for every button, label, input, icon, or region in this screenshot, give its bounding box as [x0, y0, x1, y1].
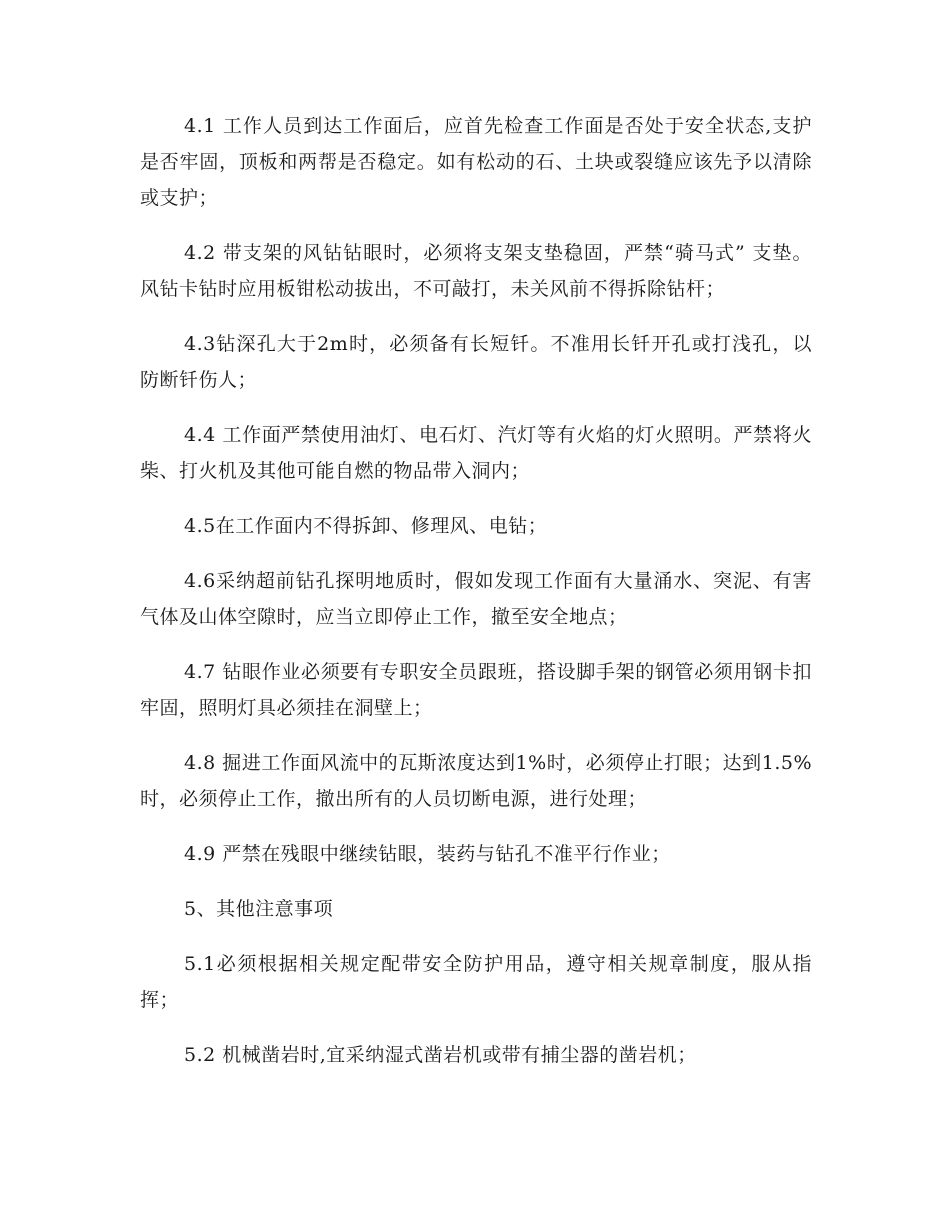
paragraph-5-2: 5.2 机械凿岩时,宜采纳湿式凿岩机或带有捕尘器的凿岩机；	[184, 1044, 697, 1066]
paragraph-4-6: 4.6采纳超前钻孔探明地质时，假如发现工作面有大量涌水、突泥、有害气体及山体空隙时，应当立即停止工作，撤至安全地点；	[140, 570, 812, 628]
document-body	[140, 108, 812, 1092]
section-heading-5: 5、其他注意事项	[184, 898, 334, 920]
paragraph-5-1: 5.1必须根据相关规定配带安全防护用品，遵守相关规章制度，服从指挥；	[140, 953, 812, 1011]
paragraph-4-7: 4.7 钻眼作业必须要有专职安全员跟班，搭设脚手架的钢管必须用钢卡扣牢固，照明灯具必须挂在洞壁上；	[140, 661, 812, 719]
paragraph-4-9: 4.9 严禁在残眼中继续钻眼，装药与钻孔不准平行作业；	[184, 843, 671, 865]
paragraph-4-1: 4.1 工作人员到达工作面后，应首先检查工作面是否处于安全状态,支护是否牢固，顶板和两帮是否稳定。如有松动的石、土块或裂缝应该先予以清除或支护；	[140, 115, 812, 209]
paragraph-4-3: 4.3钻深孔大于2m时，必须备有长短钎。不准用长钎开孔或打浅孔，以防断钎伤人；	[140, 333, 812, 391]
paragraph-4-2: 4.2 带支架的风钻钻眼时，必须将支架支垫稳固，严禁“骑马式” 支垫。风钻卡钻时应用板钳松动拔出，不可敲打，未关风前不得拆除钻杆；	[140, 242, 812, 300]
paragraph-4-8: 4.8 掘进工作面风流中的瓦斯浓度达到1%时，必须停止打眼；达到1.5%时，必须停止工作，撤出所有的人员切断电源，进行处理；	[140, 752, 812, 810]
paragraph-4-4: 4.4 工作面严禁使用油灯、电石灯、汽灯等有火焰的灯火照明。严禁将火柴、打火机及其他可能自燃的物品带入洞内；	[140, 424, 812, 482]
paragraph-4-5: 4.5在工作面内不得拆卸、修理风、电钻；	[184, 515, 548, 537]
